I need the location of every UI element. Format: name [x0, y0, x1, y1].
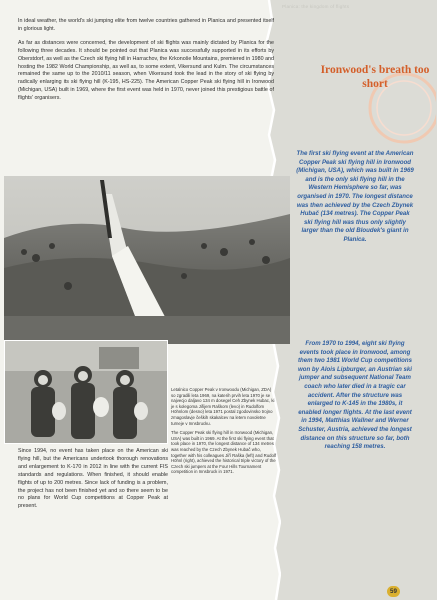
caption-slovenian: Letalnico Copper Peak v Ironwoodu (Michigan, ZDA) so zgradili leta 1969, na katerih prvih leta 1970 je se najvecjo daljavo 134 m dosegel Ceh Zbynek Hubac, ki je s kolegoma Jiřijem Raškom (levo) in Rudolfom Höhnlom (desno) leta 1971 postal zgodovinsko trojno zmagoslavje čeških skakalcev na letem novoletne turneje v Innsbrucku. — [171, 387, 275, 426]
sidebar-text-1: The first ski flying event at the American Copper Peak ski flying hill in Ironwood (Michigan, USA), which was built in 1969 and is the only ski flying hill in the Western Hemisphere so far, was organised in 1970. The longest distance was then achieved by the Czech Zbynek Hubač (134 metres). The Copper Peak ski flying hill was thus only slightly larger than the old Bloudek's giant in Planica. — [296, 150, 414, 243]
sidebar-title: Ironwood's breath too short — [320, 64, 430, 90]
caption-english: The Copper Peak ski flying hill in Ironwood (Michigan, USA) was built in 1969. At the first ski flying event that took place in 1970, the longest distance of 134 metres was reached by the Czech Zbynek Hubač who, together with his colleagues Jiří Raška (left) and Rudolf Höhnl (right), achieved the historical triple victory of the Czech ski jumpers at the Four Hills Tournament competition in Innsbruck in 1971. — [171, 430, 277, 475]
paragraph: In ideal weather, the world's ski jumping elite from twelve countries gathered in Planica and presented itself in glorious light. — [18, 18, 274, 32]
section-header: Planica: the kingdom of flights — [282, 4, 350, 9]
photo-caption — [171, 387, 277, 479]
sidebar-text-2: From 1970 to 1994, eight ski flying events took place in Ironwood, among them two 1981 World Cup competitions won by Alois Lipburger, an Austrian ski jumper and subsequent National Team coach who later died in a tragic car accident. After the structure was enlarged to K-145 in the 1980s, it enabled longer flights. At the last event in 1994, Matthias Wallner and Werner Schuster, Austria, achieved the longest distance on this structure so far, both reaching 158 metres. — [298, 340, 412, 451]
paragraph: Since 1994, no event has taken place on the American ski flying hill, but the Americans undertook thorough renovations and enlargement to K-170 in 2012 in line with the current FIS standards and regulations. When finished, it should enable flights of up to 200 metres. Since lack of funding is a problem, the project has not been finished yet and so there seem to be no plans for World Cup competitions at Copper Peak at present. — [18, 448, 168, 510]
intro-column — [18, 18, 274, 109]
paragraph: As far as distances were concerned, the development of ski flights was mainly dictated by Planica for the following three decades. It should be pointed out that Planica was successfully supported in its efforts by Oberstdorf, as well as the Czech ski flying hill in Harrachov, the Krkonoše Mountains, premiered in 1980 and hosting the 1982 World Championship, as well as, to some extent, Vikersund and Kulm. The circumstances remained the same up to the 2010/11 season, when Vikersund took the lead in the story of ski flying by radically enlarging its ski flying hill (K-195, HS-225). The American Copper Peak ski flying hill in Ironwood (Michigan, USA) built in 1969, where the first event was held in 1970, never joined this prestigious battle of flights' organisers. — [18, 39, 274, 102]
page-number: 59 — [387, 586, 400, 597]
ski-jump-photo — [4, 176, 290, 344]
jumpers-photo — [4, 340, 168, 444]
